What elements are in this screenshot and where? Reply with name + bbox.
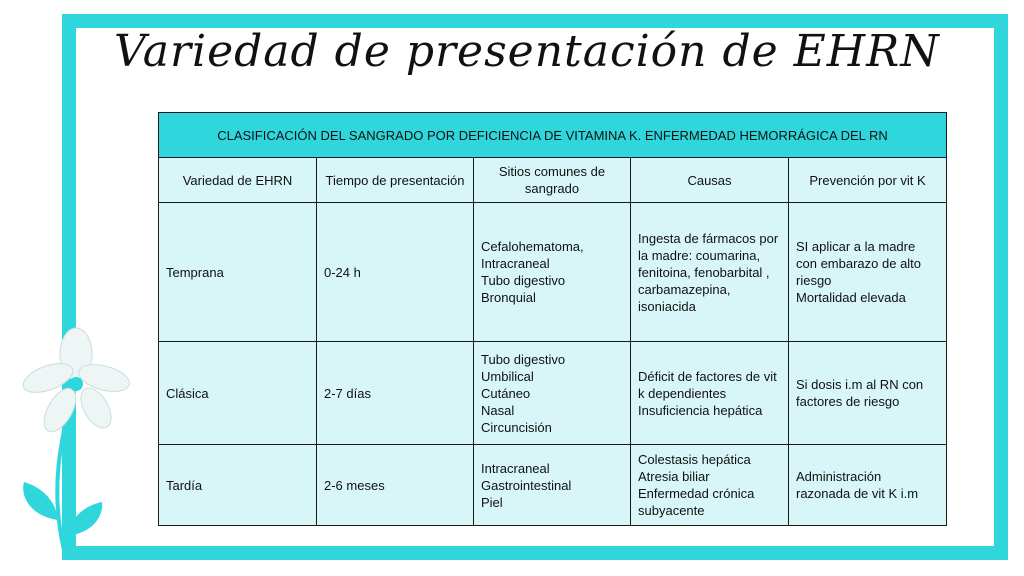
cell-prevencion: SI aplicar a la madre con embarazo de alto riesgo Mortalidad elevada xyxy=(789,203,947,342)
table-row xyxy=(159,445,947,526)
column-header-causas: Causas xyxy=(631,158,789,203)
table-header-row xyxy=(159,158,947,203)
cell-tiempo: 2-6 meses xyxy=(317,445,474,526)
cell-tiempo: 2-7 días xyxy=(317,342,474,445)
leaf-icon xyxy=(23,482,102,536)
cell-causas: Ingesta de fármacos por la madre: coumarina, fenitoina, fenobarbital , carbamazepina, isoniacida xyxy=(631,203,789,342)
cell-tiempo: 0-24 h xyxy=(317,203,474,342)
cell-causas: Déficit de factores de vit k dependientes Insuficiencia hepática xyxy=(631,342,789,445)
table-caption: CLASIFICACIÓN DEL SANGRADO POR DEFICIENCIA DE VITAMINA K. ENFERMEDAD HEMORRÁGICA DEL RN xyxy=(159,113,947,158)
table-row xyxy=(159,342,947,445)
table-caption-row xyxy=(159,113,947,158)
column-header-sitios: Sitios comunes de sangrado xyxy=(474,158,631,203)
column-header-tiempo: Tiempo de presentación xyxy=(317,158,474,203)
flower-decoration xyxy=(0,320,140,576)
slide-title: Variedad de presentación de EHRN xyxy=(114,26,940,77)
ehrn-classification-table xyxy=(158,112,947,526)
cell-prevencion: Administración razonada de vit K i.m xyxy=(789,445,947,526)
table-row xyxy=(159,203,947,342)
column-header-variedad: Variedad de EHRN xyxy=(159,158,317,203)
column-header-prevencion: Prevención por vit K xyxy=(789,158,947,203)
flower-petals-icon xyxy=(19,328,132,437)
cell-variedad: Temprana xyxy=(159,203,317,342)
cell-sitios: Tubo digestivo Umbilical Cutáneo Nasal Circuncisión xyxy=(474,342,631,445)
cell-sitios: Cefalohematoma, Intracraneal Tubo digestivo Bronquial xyxy=(474,203,631,342)
cell-variedad: Tardía xyxy=(159,445,317,526)
cell-causas: Colestasis hepática Atresia biliar Enfermedad crónica subyacente xyxy=(631,445,789,526)
cell-prevencion: Si dosis i.m al RN con factores de riesgo xyxy=(789,342,947,445)
cell-sitios: Intracraneal Gastrointestinal Piel xyxy=(474,445,631,526)
cell-variedad: Clásica xyxy=(159,342,317,445)
